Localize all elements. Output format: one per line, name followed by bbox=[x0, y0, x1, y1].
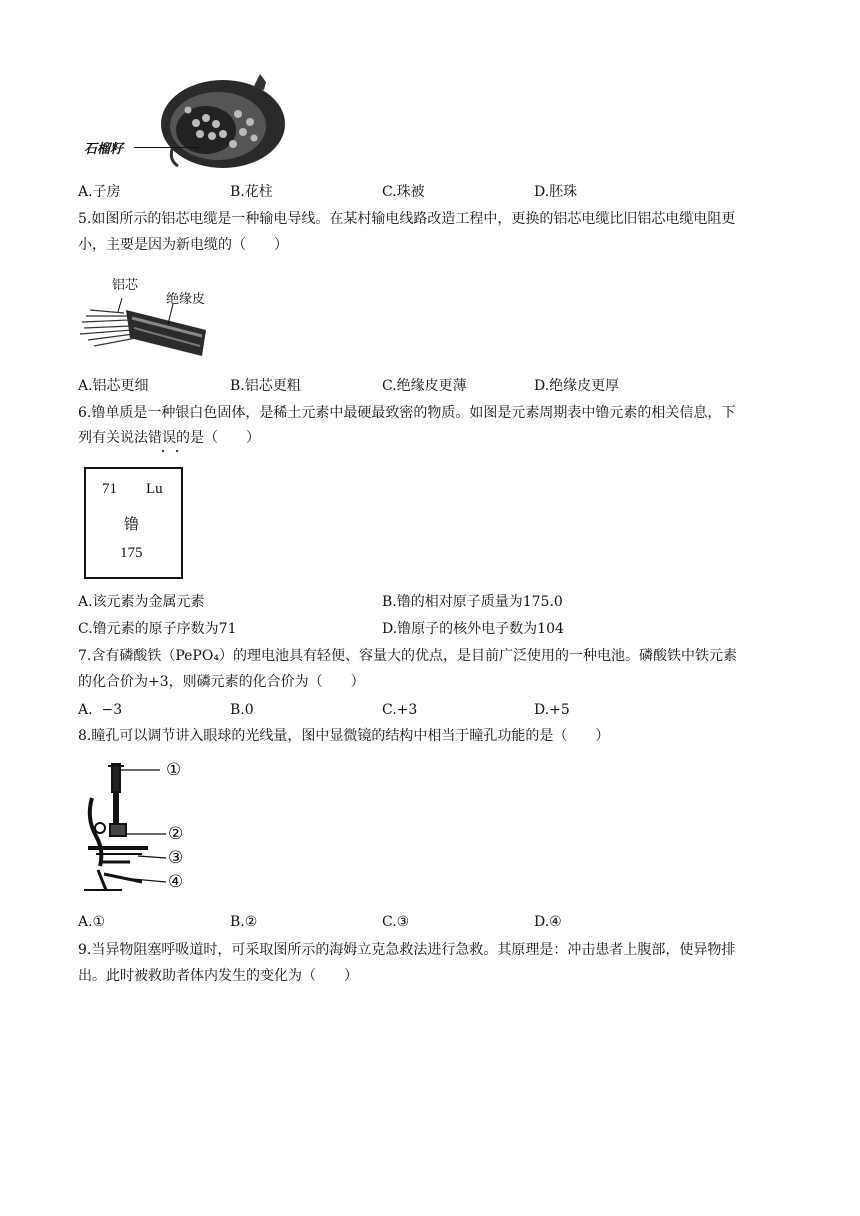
microscope-label-3: ③ bbox=[168, 848, 184, 868]
element-card-lutetium bbox=[84, 467, 183, 579]
q6-stem-line1: 6.镥单质是一种银白色固体，是稀土元素中最硬最致密的物质。如图是元素周期表中镥元素的相关信息，下 bbox=[78, 405, 736, 421]
element-atomic-mass: 175 bbox=[120, 545, 143, 561]
q8-stem-line1: 8.瞳孔可以调节讲入眼球的光线量，图中显微镜的结构中相当于瞳孔功能的是（ ） bbox=[78, 728, 610, 744]
microscope-label-4: ④ bbox=[168, 872, 184, 892]
q8-option-a: A.① bbox=[78, 914, 106, 930]
q7-option-b: B.0 bbox=[230, 702, 254, 718]
q8-option-c: C.③ bbox=[382, 914, 410, 930]
element-symbol: Lu bbox=[146, 481, 163, 497]
cable-drawing bbox=[78, 268, 218, 368]
emphasis-dot bbox=[176, 450, 178, 452]
q5-stem-line2: 小，主要是因为新电缆的（ ） bbox=[78, 237, 288, 253]
q4-option-c: C.珠被 bbox=[382, 184, 425, 200]
pomegranate-figure bbox=[78, 68, 308, 174]
q9-stem-line1: 9.当异物阻塞呼吸道时，可采取图所示的海姆立克急救法进行急救。其原理是：冲击患者上腹部，使异物排 bbox=[78, 942, 736, 958]
q8-option-d: D.④ bbox=[534, 914, 562, 930]
q6-option-d: D.镥原子的核外电子数为104 bbox=[382, 621, 564, 637]
q5-option-d: D.绝缘皮更厚 bbox=[534, 378, 620, 394]
q7-option-a: A. −3 bbox=[78, 702, 123, 718]
microscope-label-2: ② bbox=[168, 824, 184, 844]
cable-figure bbox=[78, 268, 218, 368]
q6-stem-line2: 列有关说法错误的是（ ） bbox=[78, 430, 260, 446]
q9-stem-line2: 出。此时被救助者体内发生的变化为（ ） bbox=[78, 968, 358, 984]
q6-option-b: B.镥的相对原子质量为175.0 bbox=[382, 594, 563, 610]
q7-option-c: C.+3 bbox=[382, 702, 418, 718]
q8-option-b: B.② bbox=[230, 914, 258, 930]
q4-option-b: B.花柱 bbox=[230, 184, 273, 200]
element-atomic-number: 71 bbox=[102, 481, 117, 497]
q7-stem-line1: 7.含有磷酸铁（PePO₄）的理电池具有轻便、容量大的优点，是目前广泛使用的一种电池。磷酸铁中铁元素 bbox=[78, 648, 737, 664]
element-name: 镥 bbox=[124, 517, 140, 533]
q7-stem-line2: 的化合价为+3，则磷元素的化合价为（ ） bbox=[78, 674, 365, 690]
emphasis-dot bbox=[162, 450, 164, 452]
insulation-label: 绝缘皮 bbox=[166, 292, 206, 307]
pomegranate-seed-label: 石榴籽 bbox=[84, 142, 124, 157]
microscope-label-1: ① bbox=[166, 760, 182, 780]
aluminum-core-label: 铝芯 bbox=[112, 278, 139, 293]
q5-option-c: C.绝缘皮更薄 bbox=[382, 378, 467, 394]
q6-option-a: A.该元素为金属元素 bbox=[78, 594, 205, 610]
q4-option-a: A.子房 bbox=[78, 184, 121, 200]
pomegranate-drawing bbox=[78, 68, 308, 174]
q7-option-d: D.+5 bbox=[534, 702, 570, 718]
q4-option-d: D.胚珠 bbox=[534, 184, 578, 200]
q6-option-c: C.镥元素的原子序数为71 bbox=[78, 621, 237, 637]
q5-stem-line1: 5.如图所示的铝芯电缆是一种输电导线。在某村输电线路改造工程中，更换的铝芯电缆比旧铝芯电缆电阻更 bbox=[78, 211, 736, 227]
q5-option-b: B.铝芯更粗 bbox=[230, 378, 301, 394]
seed-pointer-line bbox=[134, 147, 200, 148]
q5-option-a: A.铝芯更细 bbox=[78, 378, 149, 394]
microscope-figure bbox=[82, 758, 192, 898]
